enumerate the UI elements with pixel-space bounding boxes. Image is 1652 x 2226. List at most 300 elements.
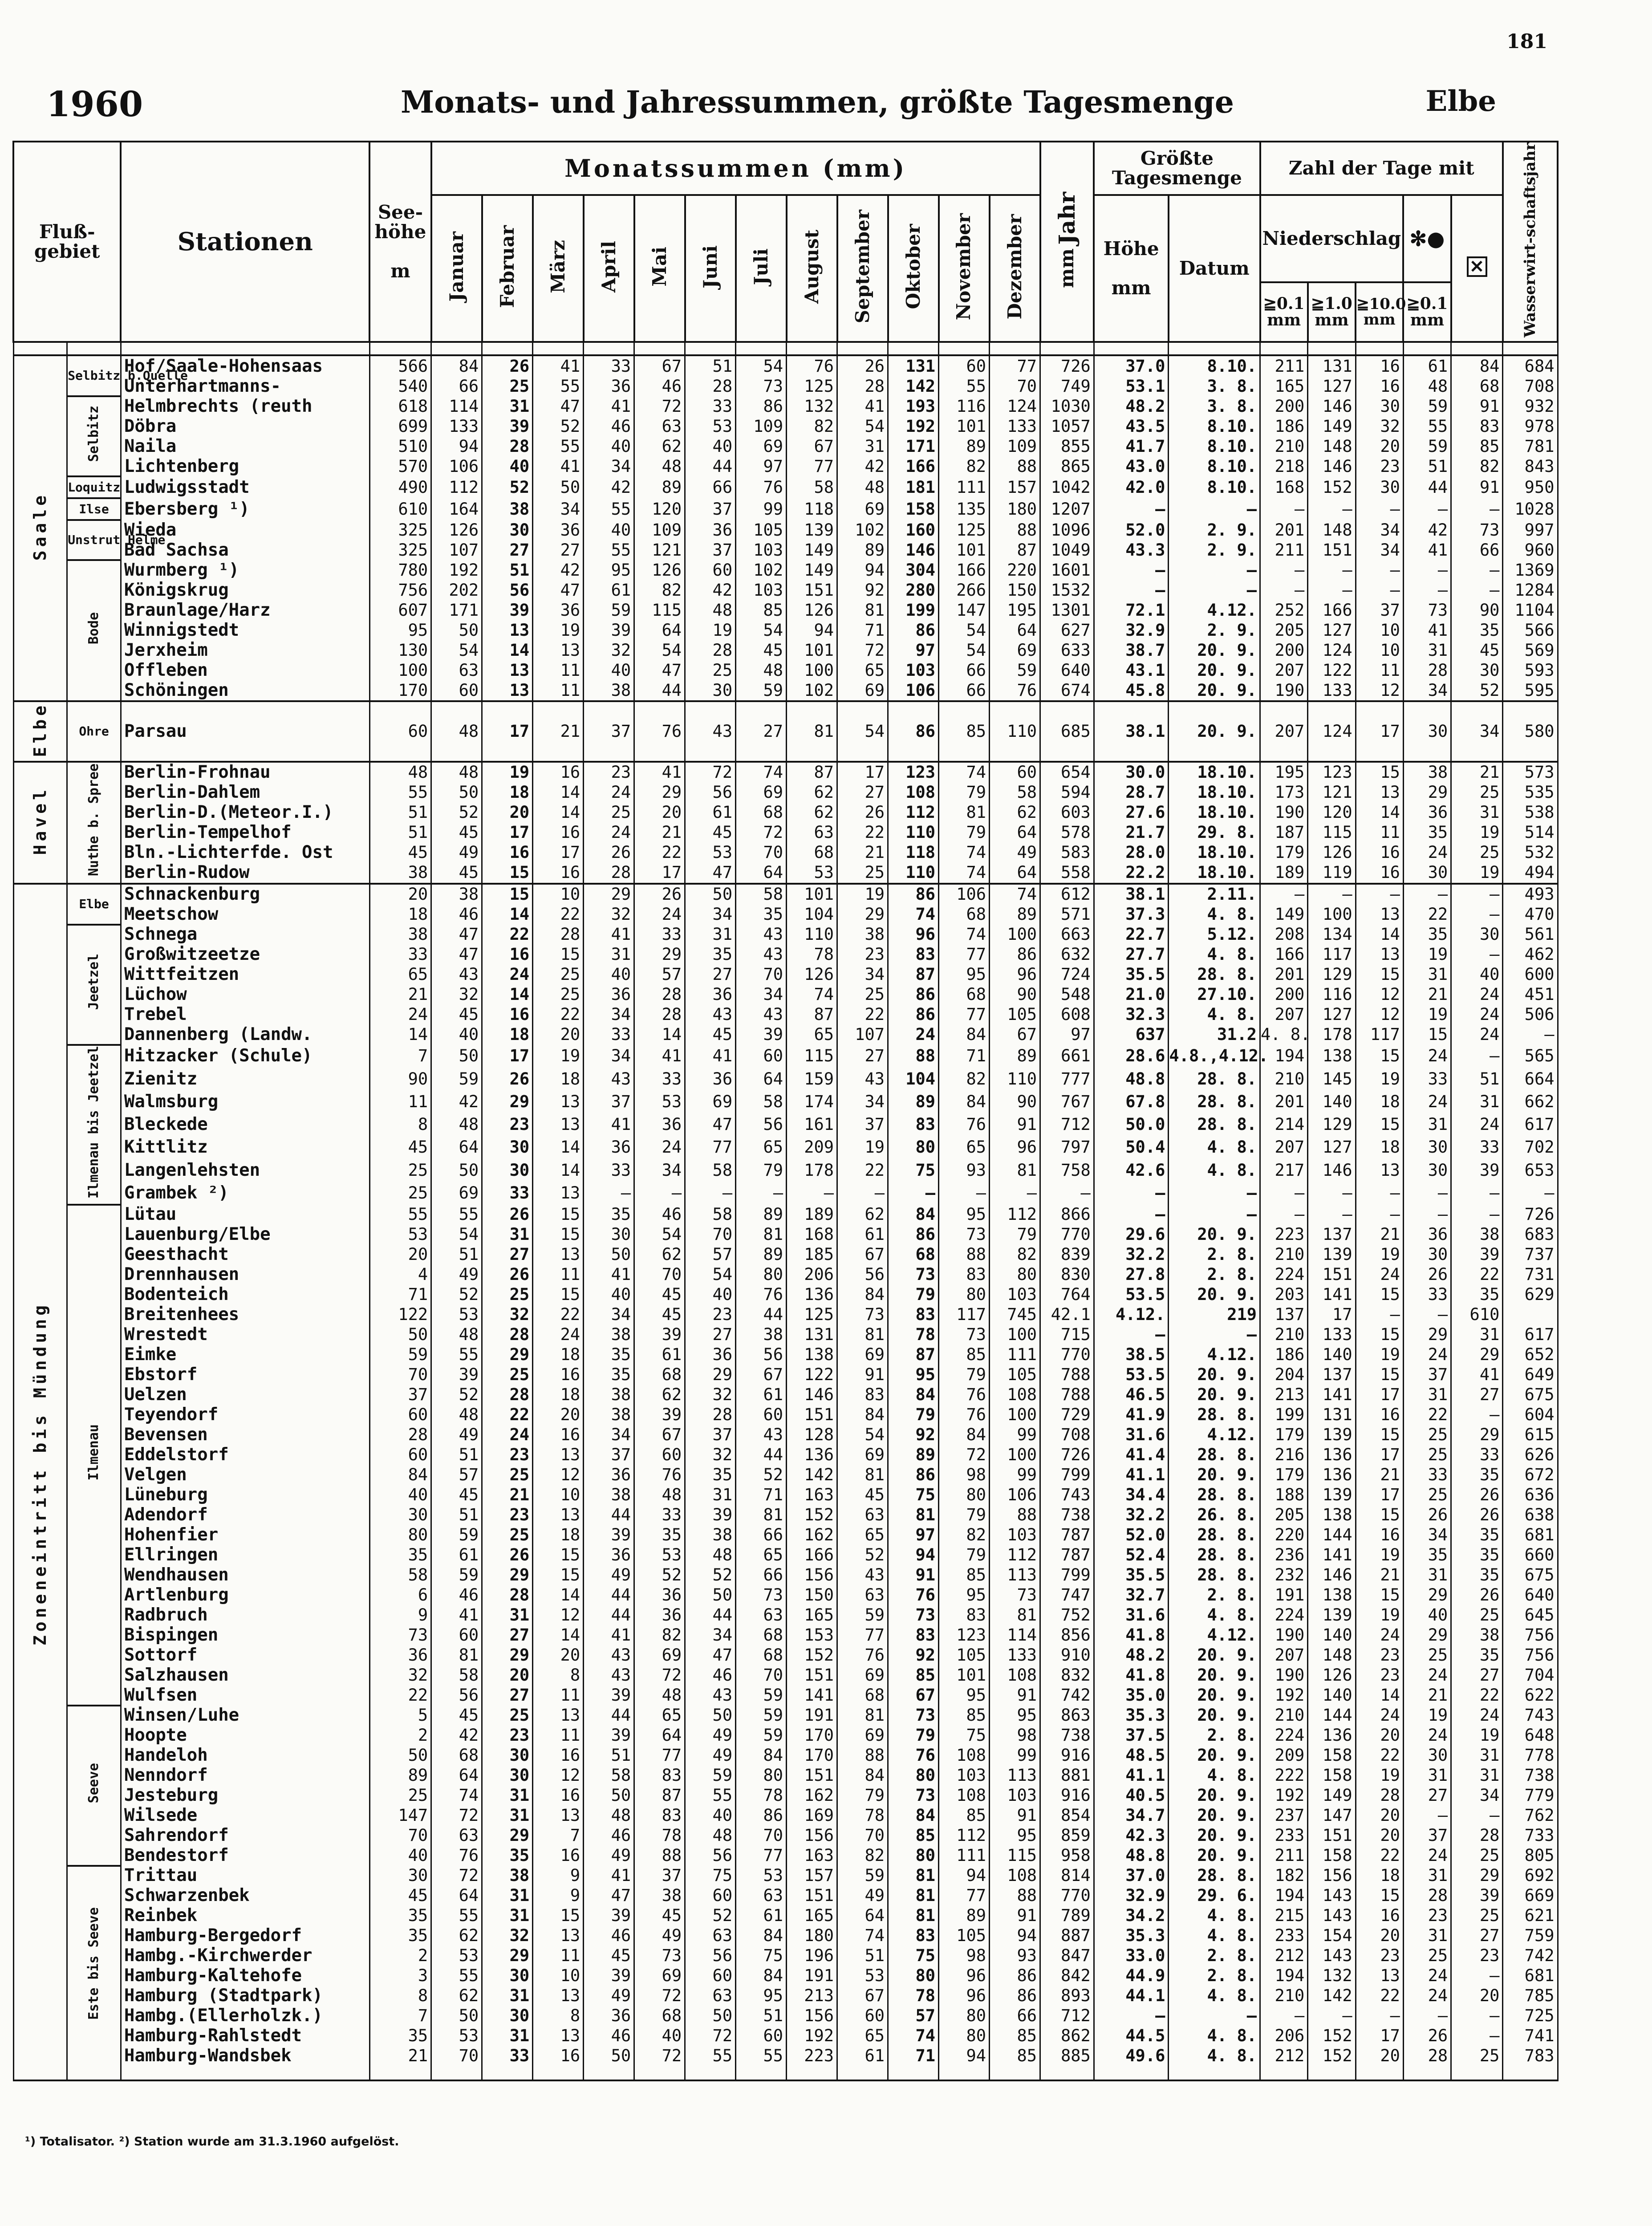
cell: 81 <box>939 803 990 823</box>
cell: 4. 8. <box>1169 1906 1260 1926</box>
table-row <box>13 560 1558 580</box>
cell: 37 <box>685 498 736 520</box>
cell: 117 <box>1308 945 1356 965</box>
cell: – <box>787 1182 837 1204</box>
cell: 191 <box>787 1966 837 1986</box>
cell: 33 <box>584 1025 634 1045</box>
cell: 14 <box>482 905 533 925</box>
cell: 73 <box>1403 600 1451 620</box>
cell: 186 <box>1260 416 1308 436</box>
cell: 4. 8. <box>1169 1986 1260 2006</box>
cell: 653 <box>1503 1159 1558 1182</box>
cell: 18 <box>1356 1136 1403 1159</box>
cell: 19 <box>1403 1706 1451 1726</box>
cell: 36 <box>584 1465 634 1485</box>
cell: 22 <box>1356 1986 1403 2006</box>
cell: 76 <box>431 1846 482 1866</box>
cell: 17 <box>1356 701 1403 762</box>
cell: – <box>1094 1182 1169 1204</box>
cell: 59 <box>736 680 787 701</box>
cell: 9 <box>533 1866 584 1886</box>
cell: 110 <box>888 823 939 843</box>
cell: 72 <box>634 1986 685 2006</box>
cell: 217 <box>1260 1159 1308 1182</box>
cell: 108 <box>990 1665 1040 1686</box>
cell: 56 <box>685 1946 736 1966</box>
cell: 24 <box>482 1425 533 1445</box>
cell: 64 <box>990 863 1040 884</box>
cell: 158 <box>1308 1846 1356 1866</box>
table-row <box>13 1265 1558 1285</box>
cell: 25 <box>1403 1425 1451 1445</box>
cell: 213 <box>1260 1385 1308 1405</box>
table-row <box>13 783 1558 803</box>
cell: 28 <box>1403 660 1451 680</box>
cell: 59 <box>369 1345 431 1365</box>
cell: 196 <box>787 1946 837 1966</box>
cell: 16 <box>533 1846 584 1866</box>
cell: 29 <box>1451 1866 1503 1886</box>
cell: 830 <box>1040 1265 1094 1285</box>
cell: 72 <box>634 396 685 416</box>
cell: 61 <box>685 803 736 823</box>
cell: 45 <box>685 823 736 843</box>
cell: 77 <box>837 1625 888 1645</box>
cell: 83 <box>888 1305 939 1325</box>
cell: 55 <box>584 540 634 560</box>
cell: 15 <box>1356 1113 1403 1136</box>
cell: 101 <box>939 1665 990 1686</box>
table-row <box>13 1545 1558 1565</box>
cell: 108 <box>990 1866 1040 1886</box>
station-name: Parsau <box>121 701 369 762</box>
cell: 27.10. <box>1169 985 1260 1005</box>
cell: 23 <box>482 1726 533 1746</box>
cell: 18 <box>533 1345 584 1365</box>
table-row <box>13 355 1558 376</box>
cell: 147 <box>939 600 990 620</box>
cell: 42.0 <box>1094 476 1169 498</box>
cell: 910 <box>1040 1645 1094 1665</box>
cell: 75 <box>888 1159 939 1182</box>
cell: 51 <box>482 560 533 580</box>
cell: 103 <box>888 660 939 680</box>
cell: 35 <box>1451 1565 1503 1585</box>
cell: 19 <box>837 1136 888 1159</box>
cell: 113 <box>990 1766 1040 1786</box>
station-name: Berlin-D.(Meteor.I.) <box>121 803 369 823</box>
cell: 210 <box>1260 436 1308 456</box>
station-name: Geesthacht <box>121 1245 369 1265</box>
cell: 67 <box>634 355 685 376</box>
cell: 89 <box>369 1766 431 1786</box>
cell: 50.4 <box>1094 1136 1169 1159</box>
cell: 205 <box>1260 1505 1308 1525</box>
cell: 44 <box>584 1585 634 1605</box>
station-name: Hamburg-Kaltehofe <box>121 1966 369 1986</box>
cell: 11 <box>533 1686 584 1706</box>
cell: 90 <box>990 985 1040 1005</box>
cell: 24 <box>369 1005 431 1025</box>
cell: 49.6 <box>1094 2046 1169 2066</box>
cell: 75 <box>939 1726 990 1746</box>
month-3: März <box>533 195 584 342</box>
cell: 40 <box>584 436 634 456</box>
spacer-cell <box>990 2066 1040 2080</box>
cell: 15 <box>533 1545 584 1565</box>
cell: 65 <box>369 965 431 985</box>
cell: 48 <box>685 600 736 620</box>
cell: 48 <box>431 762 482 783</box>
cell: 96 <box>888 925 939 945</box>
cell: 629 <box>1503 1285 1558 1305</box>
cell: 120 <box>1308 803 1356 823</box>
cell: 136 <box>787 1445 837 1465</box>
table-row <box>13 2006 1558 2026</box>
cell: 916 <box>1040 1786 1094 1806</box>
cell: 675 <box>1503 1565 1558 1585</box>
subbasin-label <box>67 1045 121 1205</box>
cell: 24 <box>584 823 634 843</box>
cell: 712 <box>1040 1113 1094 1136</box>
cell: 158 <box>1308 1766 1356 1786</box>
cell: 79 <box>888 1285 939 1305</box>
cell: 108 <box>990 1385 1040 1405</box>
cell: 725 <box>1503 2006 1558 2026</box>
cell: 22 <box>1451 1265 1503 1285</box>
year-heading: 1960 <box>46 84 143 125</box>
cell: 615 <box>1503 1425 1558 1445</box>
cell: 95 <box>939 965 990 985</box>
cell: 126 <box>1308 1665 1356 1686</box>
cell: 98 <box>939 1465 990 1485</box>
cell: 165 <box>787 1605 837 1625</box>
cell: 91 <box>1451 396 1503 416</box>
cell: 885 <box>1040 2046 1094 2066</box>
cell: – <box>1308 560 1356 580</box>
cell: 17 <box>634 863 685 884</box>
spacer-cell <box>1403 2066 1451 2080</box>
cell: 22 <box>634 843 685 863</box>
cell: 31 <box>482 1605 533 1625</box>
cell: 204 <box>1260 1365 1308 1385</box>
cell: 82 <box>939 456 990 476</box>
cell: 565 <box>1503 1045 1558 1068</box>
cell: 648 <box>1503 1726 1558 1746</box>
cell: – <box>1169 1325 1260 1345</box>
station-name: Jesteburg <box>121 1786 369 1806</box>
cell: 51 <box>584 1746 634 1766</box>
cell: 24 <box>1451 1706 1503 1726</box>
cell: 170 <box>787 1746 837 1766</box>
cell: 92 <box>888 1425 939 1445</box>
cell: 65 <box>837 2026 888 2046</box>
cell: 55 <box>431 1966 482 1986</box>
cell: 607 <box>369 600 431 620</box>
cell: 33 <box>1403 1465 1451 1485</box>
cell: – <box>1451 1205 1503 1225</box>
station-name: Wieda <box>121 520 369 540</box>
cell: 48 <box>837 476 888 498</box>
cell: 48 <box>431 1325 482 1345</box>
cell: 34 <box>533 498 584 520</box>
cell: 78 <box>888 1986 939 2006</box>
cell: 978 <box>1503 416 1558 436</box>
station-name: Winsen/Luhe <box>121 1706 369 1726</box>
cell: 90 <box>369 1068 431 1090</box>
cell: 63 <box>837 1505 888 1525</box>
cell: 46 <box>584 2026 634 2046</box>
cell: 48 <box>1403 376 1451 396</box>
cell: 13 <box>533 640 584 660</box>
cell: 8.10. <box>1169 456 1260 476</box>
table-row <box>13 456 1558 476</box>
table-row <box>13 1926 1558 1946</box>
cell: 62 <box>431 1986 482 2006</box>
cell: 781 <box>1503 436 1558 456</box>
cell: 106 <box>431 456 482 476</box>
cell: – <box>1503 1182 1558 1204</box>
table-row <box>13 1225 1558 1245</box>
cell: 16 <box>482 843 533 863</box>
cell: 209 <box>1260 1746 1308 1766</box>
cell: 50 <box>431 1045 482 1068</box>
cell: 594 <box>1040 783 1094 803</box>
cell: 729 <box>1040 1405 1094 1425</box>
cell: 43 <box>584 1645 634 1665</box>
spacer-cell <box>888 342 939 355</box>
cell: 190 <box>1260 1665 1308 1686</box>
cell: 182 <box>1260 1866 1308 1886</box>
cell: 46 <box>431 905 482 925</box>
cell: 47 <box>431 925 482 945</box>
subbasin-label <box>67 355 188 396</box>
cell: 157 <box>787 1866 837 1886</box>
cell: 764 <box>1040 1285 1094 1305</box>
cell: 95 <box>584 560 634 580</box>
cell: 856 <box>1040 1625 1094 1645</box>
cell: 81 <box>431 1645 482 1665</box>
cell: 25 <box>1403 1645 1451 1665</box>
cell: 52 <box>533 416 584 436</box>
station-name: Lüchow <box>121 985 369 1005</box>
cell: 212 <box>1260 1946 1308 1966</box>
cell: 43.0 <box>1094 456 1169 476</box>
cell: 24 <box>888 1025 939 1045</box>
month-7: Juli <box>736 195 787 342</box>
cell: 31 <box>1403 1866 1451 1886</box>
cell: 123 <box>888 762 939 783</box>
table-row <box>13 1245 1558 1265</box>
cell: 200 <box>1260 985 1308 1005</box>
cell: 81 <box>736 1505 787 1525</box>
cell: 139 <box>1308 1605 1356 1625</box>
cell: 38 <box>736 1325 787 1345</box>
cell: 32 <box>685 1445 736 1465</box>
cell: 30 <box>1403 863 1451 884</box>
cell: 31 <box>482 1986 533 2006</box>
cell: – <box>1260 580 1308 600</box>
cell: 220 <box>990 560 1040 580</box>
cell: 2. 9. <box>1169 620 1260 640</box>
subbasin-label-text: Jeetzel <box>86 954 102 1010</box>
cell: 752 <box>1040 1605 1094 1625</box>
cell: 608 <box>1040 1005 1094 1025</box>
cell: 866 <box>1040 1205 1094 1225</box>
cell: 73 <box>990 1585 1040 1605</box>
cell: 110 <box>990 701 1040 762</box>
cell: 36 <box>685 985 736 1005</box>
cell: – <box>1308 2006 1356 2026</box>
table-row <box>13 600 1558 620</box>
cell: 35.3 <box>1094 1706 1169 1726</box>
cell: 50 <box>431 1159 482 1182</box>
cell: 8.10. <box>1169 436 1260 456</box>
cell: 59 <box>1403 396 1451 416</box>
cell: – <box>1094 1205 1169 1225</box>
cell: 708 <box>1503 376 1558 396</box>
cell: 43 <box>736 945 787 965</box>
cell: 112 <box>990 1205 1040 1225</box>
station-name: Nenndorf <box>121 1766 369 1786</box>
cell: 1301 <box>1040 600 1094 620</box>
cell: 31 <box>1403 1565 1451 1585</box>
cell: 31 <box>1403 1113 1451 1136</box>
station-name: Großwitzeetze <box>121 945 369 965</box>
cell: 146 <box>1308 1565 1356 1585</box>
cell: 99 <box>990 1465 1040 1485</box>
cell: 42.6 <box>1094 1159 1169 1182</box>
cell: 627 <box>1040 620 1094 640</box>
cell: 14 <box>533 1585 584 1605</box>
cell: 151 <box>787 1766 837 1786</box>
cell: 66 <box>939 680 990 701</box>
table-row <box>13 1305 1558 1325</box>
cell: – <box>1403 2006 1451 2026</box>
cell: 23 <box>685 1305 736 1325</box>
cell: 19 <box>685 620 736 640</box>
cell: 138 <box>1308 1585 1356 1605</box>
cell: – <box>685 1182 736 1204</box>
cell: 35 <box>1451 1545 1503 1565</box>
cell: 21 <box>369 2046 431 2066</box>
cell: 86 <box>888 985 939 1005</box>
cell: 56 <box>685 783 736 803</box>
cell: 749 <box>1040 376 1094 396</box>
cell: 31 <box>1403 640 1451 660</box>
cell: 44.5 <box>1094 2026 1169 2046</box>
cell: 104 <box>888 1068 939 1090</box>
cell: 84 <box>736 1926 787 1946</box>
cell: 105 <box>939 1926 990 1946</box>
cell: 51 <box>431 1505 482 1525</box>
cell: 61 <box>431 1545 482 1565</box>
table-row <box>13 1846 1558 1866</box>
cell: 28. 8. <box>1169 1068 1260 1090</box>
cell: 12 <box>1356 1005 1403 1025</box>
cell: 85 <box>990 2046 1040 2066</box>
cell: 26 <box>584 843 634 863</box>
cell: 110 <box>990 1068 1040 1090</box>
table-row <box>13 476 1558 498</box>
cell: 56 <box>431 1686 482 1706</box>
cell: 83 <box>634 1766 685 1786</box>
cell: 33 <box>1451 1445 1503 1465</box>
cell: 31 <box>685 925 736 945</box>
station-name: Zienitz <box>121 1068 369 1090</box>
cell: 86 <box>888 1465 939 1485</box>
spacer-cell <box>1169 2066 1260 2080</box>
cell: 15 <box>482 863 533 884</box>
cell: 43 <box>837 1565 888 1585</box>
spacer-cell <box>1260 2066 1308 2080</box>
cell: 26 <box>634 884 685 905</box>
cell: 52 <box>431 1385 482 1405</box>
cell: 583 <box>1040 843 1094 863</box>
cell: 20 <box>369 884 431 905</box>
subbasin-label-text: Nuthe b. Spree <box>86 764 102 877</box>
cell: 783 <box>1503 2046 1558 2066</box>
cell: 681 <box>1503 1966 1558 1986</box>
cell: 87 <box>787 1005 837 1025</box>
cell: 36 <box>634 1585 685 1605</box>
cell: 90 <box>990 1090 1040 1113</box>
cell: 35.0 <box>1094 1686 1169 1706</box>
station-name: Drennhausen <box>121 1265 369 1285</box>
cell: 96 <box>990 965 1040 985</box>
cell: 69 <box>837 1726 888 1746</box>
cell: 70 <box>369 1365 431 1385</box>
cell: 16 <box>533 2046 584 2066</box>
cell: 8 <box>533 1665 584 1686</box>
cell: 141 <box>787 1686 837 1706</box>
cell: 29 <box>482 1946 533 1966</box>
cell: 97 <box>888 1525 939 1545</box>
cell: 109 <box>736 416 787 436</box>
cell: 20 <box>1356 1806 1403 1826</box>
subbasin-label <box>67 476 121 498</box>
cell: 86 <box>736 396 787 416</box>
cell: 14 <box>482 985 533 1005</box>
spacer-cell <box>1451 2066 1503 2080</box>
cell: 165 <box>1260 376 1308 396</box>
cell: 9 <box>369 1605 431 1625</box>
spacer-cell <box>67 342 121 355</box>
cell: 22 <box>482 925 533 945</box>
cell: 42 <box>685 580 736 600</box>
cell: 54 <box>837 416 888 436</box>
cell: – <box>1169 1182 1260 1204</box>
cell: 151 <box>1308 540 1356 560</box>
cell: 42 <box>431 1090 482 1113</box>
cell: 610 <box>369 498 431 520</box>
station-name: Dannenberg (Landw. <box>121 1025 369 1045</box>
cell: 139 <box>1308 1485 1356 1505</box>
cell: 23 <box>584 762 634 783</box>
cell: 127 <box>1308 376 1356 396</box>
cell: 132 <box>1308 1966 1356 1986</box>
cell: 232 <box>1260 1565 1308 1585</box>
cell: 131 <box>888 355 939 376</box>
cell: 9 <box>533 1886 584 1906</box>
cell: 45.8 <box>1094 680 1169 701</box>
thresh-2: ≧1.0 mm <box>1308 282 1356 342</box>
cell: 151 <box>787 1886 837 1906</box>
cell: 80 <box>736 1265 787 1285</box>
cell: 16 <box>533 823 584 843</box>
subbasin-label-text: Ilse <box>79 501 109 516</box>
cell: 124 <box>1308 701 1356 762</box>
